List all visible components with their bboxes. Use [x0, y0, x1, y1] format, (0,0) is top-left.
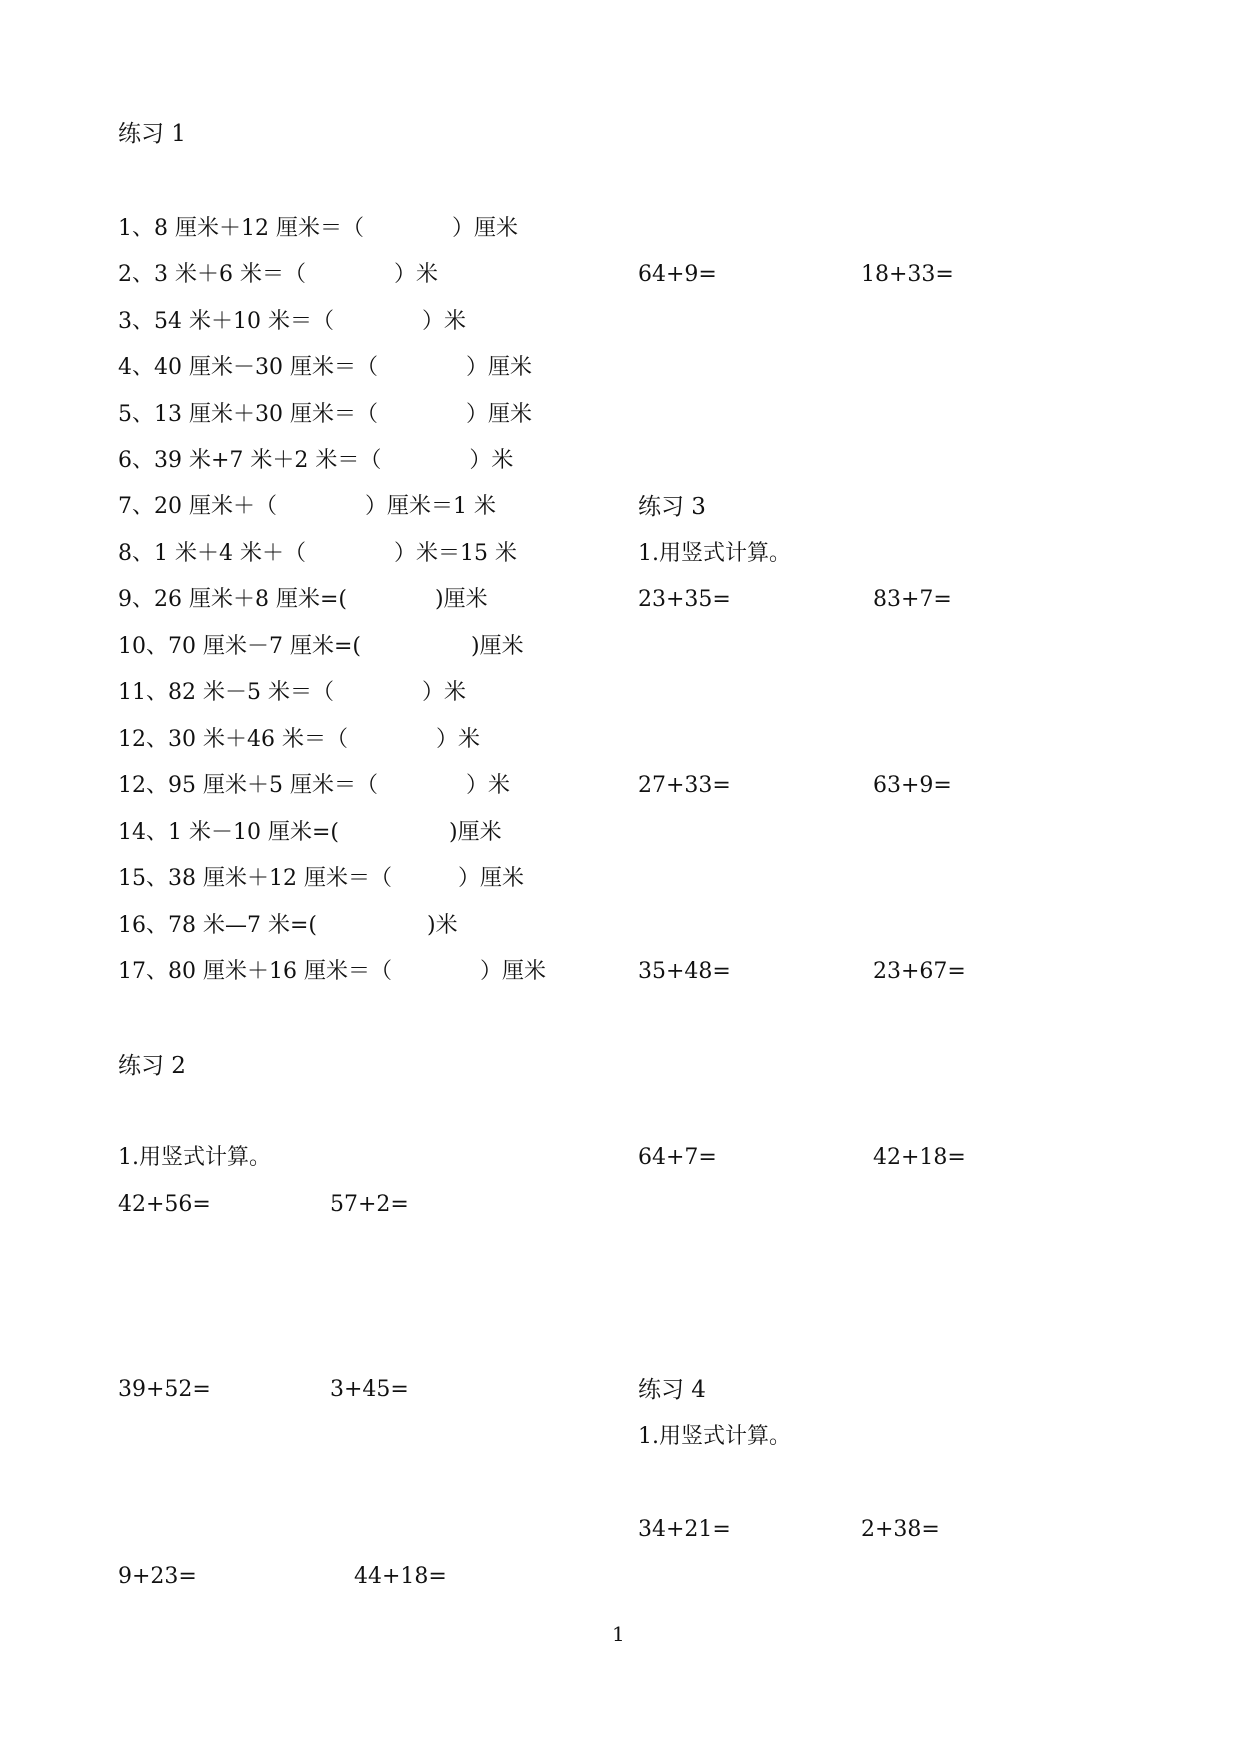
- ex2-instruction: 1.用竖式计算。: [118, 1145, 271, 1170]
- calc-35-48: 35+48=: [638, 959, 731, 984]
- ex1-item-15: 15、38 厘米＋12 厘米＝（ ）厘米: [118, 866, 524, 891]
- ex1-item-17: 17、80 厘米＋16 厘米＝（ ）厘米: [118, 959, 546, 984]
- calc-27-33: 27+33=: [638, 773, 731, 798]
- ex1-item-10: 10、70 厘米－7 厘米=( )厘米: [118, 634, 524, 659]
- ex4-instruction: 1.用竖式计算。: [638, 1424, 791, 1449]
- ex1-item-3: 3、54 米＋10 米＝（ ）米: [118, 309, 466, 334]
- calc-39-52: 39+52=: [118, 1377, 211, 1402]
- ex1-item-5: 5、13 厘米＋30 厘米＝（ ）厘米: [118, 402, 532, 427]
- calc-9-23: 9+23=: [118, 1564, 197, 1589]
- ex1-item-16: 16、78 米—7 米=( )米: [118, 913, 458, 938]
- ex1-item-13: 12、95 厘米＋5 厘米＝（ ）米: [118, 773, 510, 798]
- calc-57-2: 57+2=: [330, 1192, 409, 1217]
- ex1-item-2: 2、3 米＋6 米＝（ ）米: [118, 262, 438, 287]
- page-number: 1: [612, 1622, 625, 1646]
- calc-83-7: 83+7=: [873, 587, 952, 612]
- ex4-title: 练习 4: [638, 1377, 706, 1403]
- ex1-item-14: 14、1 米－10 厘米=( )厘米: [118, 820, 502, 845]
- ex1-item-1: 1、8 厘米＋12 厘米＝（ ）厘米: [118, 216, 518, 241]
- calc-64-9: 64+9=: [638, 262, 717, 287]
- calc-34-21: 34+21=: [638, 1517, 731, 1542]
- ex1-item-12: 12、30 米＋46 米＝（ ）米: [118, 727, 480, 752]
- ex1-item-7: 7、20 厘米＋（ ）厘米＝1 米: [118, 494, 496, 519]
- ex1-item-11: 11、82 米－5 米＝（ ）米: [118, 680, 466, 705]
- ex3-title: 练习 3: [638, 494, 706, 520]
- ex1-item-4: 4、40 厘米－30 厘米＝（ ）厘米: [118, 355, 532, 380]
- calc-23-67: 23+67=: [873, 959, 966, 984]
- calc-18-33: 18+33=: [861, 262, 954, 287]
- calc-63-9: 63+9=: [873, 773, 952, 798]
- ex1-item-9: 9、26 厘米＋8 厘米=( )厘米: [118, 587, 488, 612]
- calc-44-18: 44+18=: [354, 1564, 447, 1589]
- ex1-title: 练习 1: [118, 121, 186, 147]
- calc-3-45: 3+45=: [330, 1377, 409, 1402]
- ex1-item-6: 6、39 米+7 米＋2 米＝（ ）米: [118, 448, 514, 473]
- ex2-title: 练习 2: [118, 1053, 186, 1079]
- calc-42-56: 42+56=: [118, 1192, 211, 1217]
- calc-23-35: 23+35=: [638, 587, 731, 612]
- calc-64-7: 64+7=: [638, 1145, 717, 1170]
- ex1-item-8: 8、1 米＋4 米＋（ ）米＝15 米: [118, 541, 517, 566]
- ex3-instruction: 1.用竖式计算。: [638, 541, 791, 566]
- calc-42-18: 42+18=: [873, 1145, 966, 1170]
- calc-2-38: 2+38=: [861, 1517, 940, 1542]
